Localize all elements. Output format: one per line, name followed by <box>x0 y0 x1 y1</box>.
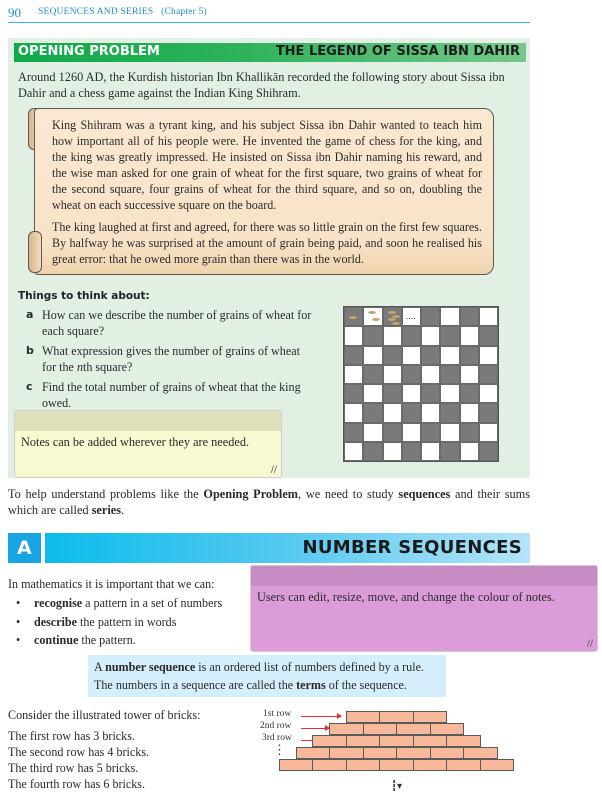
brick <box>446 759 481 771</box>
opening-problem-banner <box>14 43 526 62</box>
brick <box>379 759 414 771</box>
brick <box>312 735 347 747</box>
chess-square <box>344 384 363 403</box>
brick-tower-diagram <box>255 705 470 800</box>
chess-square <box>460 423 479 442</box>
note-drag-handle[interactable] <box>251 566 597 586</box>
row-description: The first row has 3 bricks. <box>8 729 135 743</box>
brick <box>396 747 431 759</box>
wheat-grain-icon <box>388 318 396 321</box>
chess-square <box>421 442 440 461</box>
brick <box>296 747 331 759</box>
chess-square <box>363 423 382 442</box>
chess-square <box>440 346 459 365</box>
chess-square <box>421 403 440 422</box>
chess-square <box>344 365 363 384</box>
chess-square <box>363 307 382 326</box>
chess-square <box>479 442 498 461</box>
chess-square <box>363 326 382 345</box>
chess-square <box>344 326 363 345</box>
wheat-grain-icon <box>349 316 357 319</box>
chess-square <box>440 307 459 326</box>
list-item: • describe the pattern in words <box>16 613 222 632</box>
chess-square <box>460 384 479 403</box>
chess-square <box>460 307 479 326</box>
chess-square <box>383 442 402 461</box>
chess-square <box>383 326 402 345</box>
resize-grip-icon[interactable]: ∕∕ <box>270 465 277 475</box>
section-intro: In mathematics it is important that we can: <box>8 577 215 591</box>
chess-square <box>479 365 498 384</box>
brick <box>279 759 314 771</box>
chess-square <box>479 384 498 403</box>
list-item: • recognise a pattern in a set of numbers <box>16 594 222 613</box>
chess-square <box>363 442 382 461</box>
brick <box>480 759 515 771</box>
arrow-icon <box>301 716 341 717</box>
chess-square <box>383 403 402 422</box>
down-arrow-icon: ┇▾ <box>391 781 403 792</box>
row-descriptions <box>8 728 149 792</box>
chess-square <box>479 423 498 442</box>
chess-square <box>460 326 479 345</box>
chess-square <box>344 442 363 461</box>
note-drag-handle[interactable] <box>15 411 281 431</box>
continuation-dots: .... <box>405 312 416 321</box>
chess-square <box>344 307 363 326</box>
chess-square <box>460 365 479 384</box>
chess-square <box>479 326 498 345</box>
wheat-grain-icon <box>372 318 380 321</box>
chess-square <box>363 384 382 403</box>
note-text[interactable]: Users can edit, resize, move, and change the colour of notes. <box>257 590 555 604</box>
chess-square <box>383 423 402 442</box>
brick <box>396 723 431 735</box>
chess-square <box>460 403 479 422</box>
row-label: 2nd row <box>260 721 292 731</box>
things-heading: Things to think about: <box>18 290 150 302</box>
brick <box>446 735 481 747</box>
brick <box>413 735 448 747</box>
chess-square <box>402 384 421 403</box>
running-header <box>8 5 530 23</box>
chess-square <box>440 365 459 384</box>
chess-square <box>402 326 421 345</box>
brick <box>363 747 398 759</box>
chess-square <box>383 365 402 384</box>
chapter-title: SEQUENCES AND SERIES (Chapter 5) <box>38 7 207 17</box>
brick <box>379 711 414 723</box>
chess-square <box>479 346 498 365</box>
chess-square <box>440 423 459 442</box>
opening-problem-label: OPENING PROBLEM <box>18 44 160 59</box>
chess-square <box>440 403 459 422</box>
chess-square <box>479 403 498 422</box>
chess-square <box>421 346 440 365</box>
brick <box>363 723 398 735</box>
chess-square <box>344 423 363 442</box>
chess-square <box>402 442 421 461</box>
chess-square <box>460 442 479 461</box>
brick <box>312 759 347 771</box>
brick <box>329 747 364 759</box>
scroll-curl-bottom-icon <box>28 231 42 273</box>
brick <box>329 723 364 735</box>
question-item: a How can we describe the number of grains of wheat for each square? <box>26 308 312 338</box>
note-text[interactable]: Notes can be added wherever they are needed. <box>21 435 250 449</box>
consider-text: Consider the illustrated tower of bricks: <box>8 708 201 722</box>
brick <box>413 759 448 771</box>
brick <box>413 711 448 723</box>
chess-square <box>440 326 459 345</box>
section-letter-badge: A <box>8 533 41 563</box>
definition-line: A number sequence is an ordered list of numbers defined by a rule. <box>94 660 424 674</box>
row-description: The third row has 5 bricks. <box>8 761 139 775</box>
transition-paragraph: To help understand problems like the Opening Problem, we need to study sequences and their sums which are called series. <box>8 487 531 517</box>
chess-square <box>363 365 382 384</box>
brick <box>379 735 414 747</box>
question-list <box>26 307 316 415</box>
story-scroll <box>28 108 498 273</box>
wheat-grain-icon <box>388 311 396 314</box>
chess-square <box>421 384 440 403</box>
chess-square <box>383 346 402 365</box>
brick <box>430 747 465 759</box>
sticky-note-yellow[interactable] <box>14 410 282 478</box>
chess-square <box>344 346 363 365</box>
chess-square <box>440 442 459 461</box>
chess-square <box>363 346 382 365</box>
row-label: 3rd row <box>262 733 292 743</box>
definition-line: The numbers in a sequence are called the terms of the sequence. <box>94 678 407 692</box>
skills-list <box>16 594 222 650</box>
chess-square <box>421 307 440 326</box>
opening-intro: Around 1260 AD, the Kurdish historian Ibn Khallikān recorded the following story about Sissa ibn Dahir and a chess game against the Indian King Shihram. <box>18 70 505 100</box>
section-title: NUMBER SEQUENCES <box>302 537 522 558</box>
chess-square <box>402 403 421 422</box>
chess-square <box>363 403 382 422</box>
chess-square <box>383 307 402 326</box>
chess-square <box>402 346 421 365</box>
chess-square <box>421 423 440 442</box>
chess-square <box>440 384 459 403</box>
question-item: b What expression gives the number of grains of wheat for the nth square? <box>26 344 300 374</box>
chess-square <box>344 403 363 422</box>
chessboard <box>343 306 499 462</box>
row-label: 1st row <box>263 709 292 719</box>
arrow-icon <box>301 728 329 729</box>
section-title-banner <box>45 533 530 563</box>
chess-square <box>402 365 421 384</box>
question-item: c Find the total number of grains of wheat that the king owed. <box>26 380 301 410</box>
chess-square <box>479 307 498 326</box>
chess-square <box>421 326 440 345</box>
brick <box>346 735 381 747</box>
brick <box>463 747 498 759</box>
chess-square <box>460 346 479 365</box>
wheat-grain-icon <box>392 322 400 325</box>
sticky-note-purple[interactable] <box>250 565 598 652</box>
resize-grip-icon[interactable]: ∕∕ <box>586 639 593 649</box>
opening-problem-title: THE LEGEND OF SISSA IBN DAHIR <box>275 44 520 59</box>
vertical-ellipsis-icon: ⋮ <box>273 742 286 757</box>
list-item: • continue the pattern. <box>16 631 222 650</box>
story-paragraph: King Shihram was a tyrant king, and his subject Sissa ibn Dahir wanted to teach him how important all of his people were. He invented the game of chess for the king, and the king was greatly impressed. He insisted on Sissa ibn Dahir naming his reward, and the wise man asked for one grain of wheat for the first square, two grains of wheat for the second square, four grains of wheat for the third square, and so on, doubling the wheat on each successive square on the board. <box>52 118 482 212</box>
brick <box>346 711 381 723</box>
brick <box>346 759 381 771</box>
page-number: 90 <box>8 5 21 20</box>
row-description: The fourth row has 6 bricks. <box>8 777 146 791</box>
brick <box>430 723 465 735</box>
chess-square <box>402 423 421 442</box>
definition-box <box>88 655 446 697</box>
wheat-grain-icon <box>368 311 376 314</box>
story-paragraph: The king laughed at first and agreed, for there was so little grain on the first few squares. By halfway he was surprised at the amount of grain being paid, and soon he realised his great error: that he owed more grain than there was in the world. <box>52 220 482 266</box>
row-description: The second row has 4 bricks. <box>8 745 150 759</box>
chess-square <box>402 307 421 326</box>
chess-square <box>421 365 440 384</box>
chess-square <box>383 384 402 403</box>
